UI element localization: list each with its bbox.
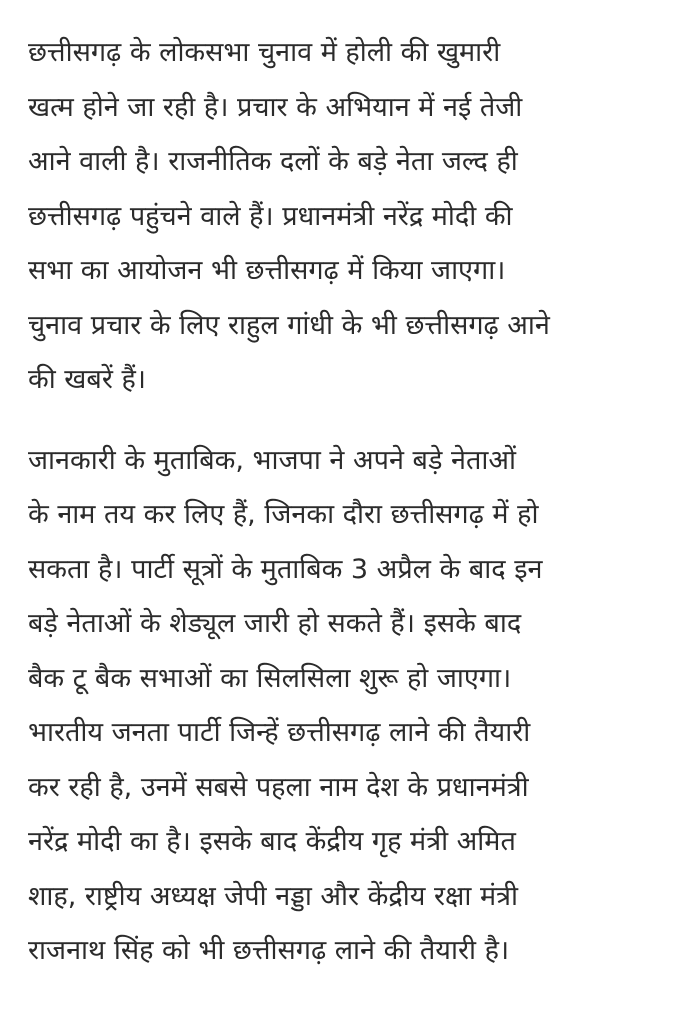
text-line: के नाम तय कर लिए हैं, जिनका दौरा छत्तीसगढ़ में हो — [28, 499, 539, 530]
text-line: आने वाली है। राजनीतिक दलों के बड़े नेता जल्द ही — [28, 146, 518, 177]
text-line: नरेंद्र मोदी का है। इसके बाद केंद्रीय गृह मंत्री अमित — [28, 826, 516, 857]
text-line: राजनाथ सिंह को भी छत्तीसगढ़ लाने की तैयारी है। — [28, 935, 510, 966]
paragraph-1 — [28, 26, 658, 408]
text-line: खत्म होने जा रही है। प्रचार के अभियान में नई तेजी — [28, 91, 523, 123]
text-line: बैक टू बैक सभाओं का सिलसिला शुरू हो जाएगा। — [28, 662, 512, 694]
text-line: बड़े नेताओं के शेड्यूल जारी हो सकते हैं। इसके बाद — [28, 608, 522, 639]
text-line: सभा का आयोजन भी छत्तीसगढ़ में किया जाएगा। — [28, 255, 506, 286]
text-line: शाह, राष्ट्रीय अध्यक्ष जेपी नड्डा और केंद्रीय रक्षा मंत्री — [28, 880, 518, 912]
text-line: भारतीय जनता पार्टी जिन्हें छत्तीसगढ़ लाने की तैयारी — [28, 717, 531, 748]
text-line: छत्तीसगढ़ पहुंचने वाले हैं। प्रधानमंत्री नरेंद्र मोदी की — [28, 200, 513, 232]
text-line: सकता है। पार्टी सूत्रों के मुताबिक 3 अप्रैल के बाद इन — [28, 553, 543, 585]
text-line: चुनाव प्रचार के लिए राहुल गांधी के भी छत्तीसगढ़ आने — [28, 309, 550, 341]
text-line: जानकारी के मुताबिक, भाजपा ने अपने बड़े नेताओं — [28, 444, 516, 476]
article-body — [28, 26, 658, 1005]
text-line: की खबरें हैं। — [28, 364, 147, 395]
paragraph-2 — [28, 434, 658, 979]
text-line: कर रही है, उनमें सबसे पहला नाम देश के प्रधानमंत्री — [28, 771, 529, 803]
text-line: छत्तीसगढ़ के लोकसभा चुनाव में होली की खुमारी — [28, 37, 501, 68]
